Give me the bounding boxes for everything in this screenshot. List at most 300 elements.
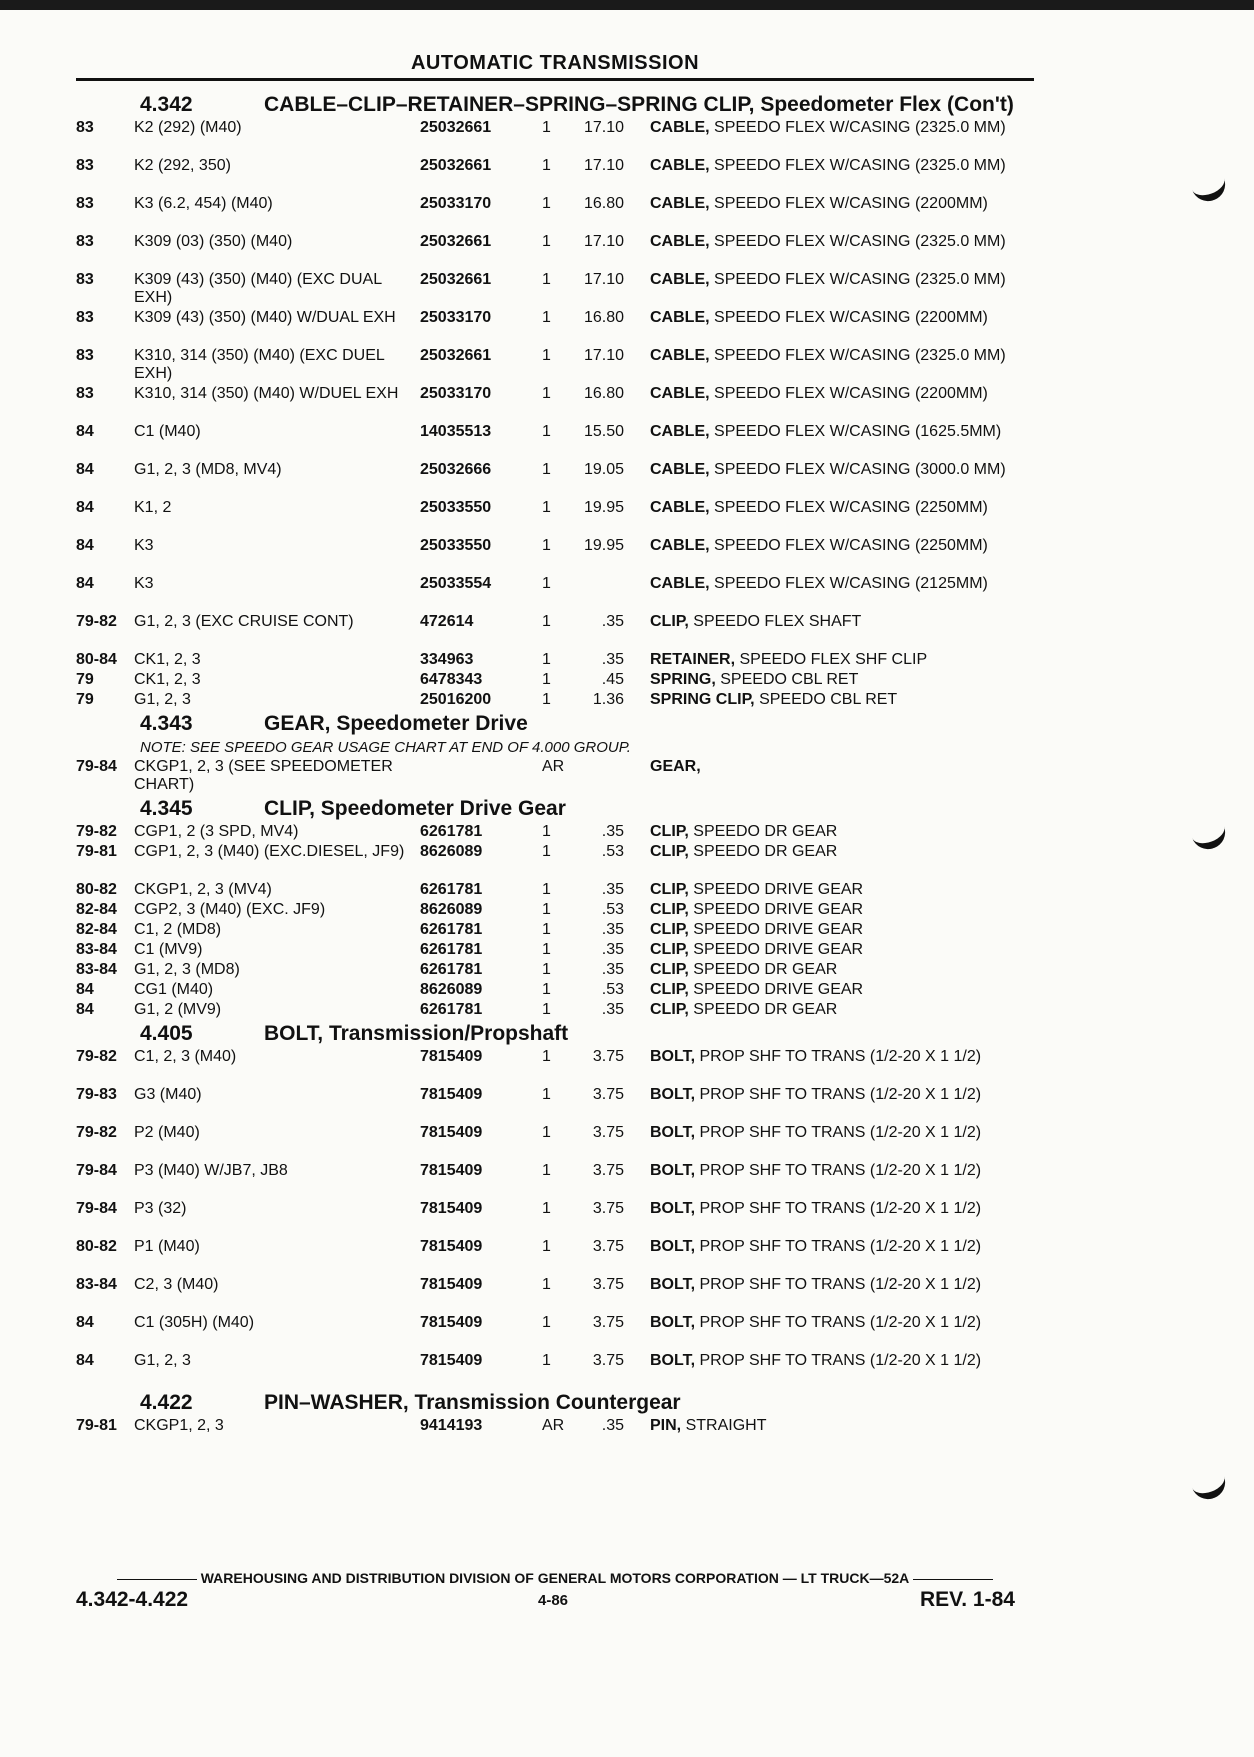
part-description xyxy=(650,1238,1034,1276)
part-description xyxy=(650,981,1034,1001)
model-application: K309 (43) (350) (M40) (EXC DUAL EXH) xyxy=(134,271,382,306)
description-text: SPEEDO DR GEAR xyxy=(693,843,838,860)
parts-section xyxy=(76,1392,1034,1437)
table-row xyxy=(76,1352,1034,1390)
section-number: 4.422 xyxy=(140,1391,193,1414)
model-year: 79-83 xyxy=(76,1086,117,1103)
part-description xyxy=(650,651,1034,671)
description-text: SPEEDO FLEX W/CASING (2250MM) xyxy=(714,499,988,516)
part-description xyxy=(650,941,1034,961)
part-description xyxy=(650,423,1034,461)
quantity: AR xyxy=(542,758,565,775)
description-noun: CABLE, xyxy=(650,423,710,440)
description-text: PROP SHF TO TRANS (1/2-20 X 1 1/2) xyxy=(699,1200,982,1217)
description-text: SPEEDO CBL RET xyxy=(720,671,859,688)
description-noun: CABLE, xyxy=(650,309,710,326)
table-row xyxy=(76,461,1034,499)
model-application: G1, 2, 3 (MD8) xyxy=(134,961,240,978)
part-number: 7815409 xyxy=(420,1124,483,1141)
description-noun: CABLE, xyxy=(650,347,710,364)
quantity: 1 xyxy=(542,119,551,136)
part-number: 14035513 xyxy=(420,423,492,440)
quantity: 1 xyxy=(542,1162,551,1179)
part-description xyxy=(650,233,1034,271)
table-row xyxy=(76,385,1034,423)
description-noun: BOLT, xyxy=(650,1352,696,1369)
quantity: 1 xyxy=(542,823,551,840)
footer-page-number: 4-86 xyxy=(538,1592,569,1609)
quantity: 1 xyxy=(542,1001,551,1018)
list-price: .35 xyxy=(601,881,624,898)
part-number: 7815409 xyxy=(420,1314,483,1331)
part-number: 6478343 xyxy=(420,671,483,688)
model-year: 84 xyxy=(76,981,94,998)
table-row xyxy=(76,921,1034,941)
part-number: 25033170 xyxy=(420,195,492,212)
description-noun: GEAR, xyxy=(650,758,701,775)
list-price: 3.75 xyxy=(592,1352,624,1369)
model-application: C2, 3 (M40) xyxy=(134,1276,219,1293)
part-number: 9414193 xyxy=(420,1417,483,1434)
part-description xyxy=(650,271,1034,309)
section-title: CLIP, Speedometer Drive Gear xyxy=(264,797,566,820)
list-price: .35 xyxy=(601,823,624,840)
binder-hole-mark xyxy=(1188,1465,1230,1504)
part-number: 6261781 xyxy=(420,961,483,978)
list-price: 17.10 xyxy=(583,157,624,174)
section-title: BOLT, Transmission/Propshaft xyxy=(264,1022,569,1045)
part-number: 8626089 xyxy=(420,901,483,918)
part-number: 25032666 xyxy=(420,461,492,478)
model-application: G1, 2, 3 (EXC CRUISE CONT) xyxy=(134,613,354,630)
list-price: .35 xyxy=(601,651,624,668)
section-heading xyxy=(140,1023,1034,1045)
model-application: CKGP1, 2, 3 (SEE SPEEDOMETER CHART) xyxy=(134,758,393,793)
model-application: P2 (M40) xyxy=(134,1124,200,1141)
section-number: 4.405 xyxy=(140,1022,193,1045)
quantity: 1 xyxy=(542,461,551,478)
model-application: K310, 314 (350) (M40) (EXC DUEL EXH) xyxy=(134,347,385,382)
list-price: .53 xyxy=(601,901,624,918)
description-noun: CABLE, xyxy=(650,461,710,478)
quantity: 1 xyxy=(542,941,551,958)
description-text: SPEEDO FLEX SHF CLIP xyxy=(739,651,928,668)
part-description xyxy=(650,881,1034,901)
part-number: 25033170 xyxy=(420,309,492,326)
model-application: CKGP1, 2, 3 xyxy=(134,1417,224,1434)
model-year: 83 xyxy=(76,347,94,364)
table-row xyxy=(76,941,1034,961)
quantity: 1 xyxy=(542,651,551,668)
table-row xyxy=(76,1124,1034,1162)
part-number: 7815409 xyxy=(420,1200,483,1217)
table-row xyxy=(76,1314,1034,1352)
model-year: 83 xyxy=(76,157,94,174)
part-number: 334963 xyxy=(420,651,474,668)
part-description xyxy=(650,1001,1034,1021)
model-application: K310, 314 (350) (M40) W/DUEL EXH xyxy=(134,385,399,402)
list-price: 19.95 xyxy=(583,499,624,516)
part-number: 7815409 xyxy=(420,1238,483,1255)
quantity: 1 xyxy=(542,1314,551,1331)
quantity: 1 xyxy=(542,271,551,288)
model-year: 83 xyxy=(76,309,94,326)
part-number: 25032661 xyxy=(420,233,492,250)
part-description xyxy=(650,613,1034,651)
description-noun: CABLE, xyxy=(650,119,710,136)
description-text: SPEEDO FLEX W/CASING (2325.0 MM) xyxy=(714,157,1006,174)
model-year: 83-84 xyxy=(76,941,117,958)
part-number: 25032661 xyxy=(420,347,492,364)
part-number: 7815409 xyxy=(420,1048,483,1065)
quantity: 1 xyxy=(542,423,551,440)
model-year: 79 xyxy=(76,671,94,688)
top-scan-bar xyxy=(0,0,1254,10)
part-number xyxy=(420,758,520,796)
quantity: 1 xyxy=(542,537,551,554)
model-year: 83 xyxy=(76,271,94,288)
description-noun: CLIP, xyxy=(650,881,689,898)
list-price: .35 xyxy=(601,1417,624,1434)
model-application: K2 (292) (M40) xyxy=(134,119,242,136)
section-number: 4.345 xyxy=(140,797,193,820)
part-description xyxy=(650,921,1034,941)
quantity: 1 xyxy=(542,881,551,898)
description-text: SPEEDO FLEX W/CASING (2325.0 MM) xyxy=(714,347,1006,364)
model-year: 79 xyxy=(76,691,94,708)
description-text: SPEEDO FLEX W/CASING (2200MM) xyxy=(714,195,988,212)
part-number: 25033170 xyxy=(420,385,492,402)
part-number: 472614 xyxy=(420,613,474,630)
list-price xyxy=(570,758,650,796)
model-application: CGP1, 2, 3 (M40) (EXC.DIESEL, JF9) xyxy=(134,843,405,860)
part-number: 7815409 xyxy=(420,1162,483,1179)
list-price: .53 xyxy=(601,843,624,860)
model-year: 82-84 xyxy=(76,901,117,918)
list-price: 3.75 xyxy=(592,1314,624,1331)
list-price: .35 xyxy=(601,921,624,938)
description-text: PROP SHF TO TRANS (1/2-20 X 1 1/2) xyxy=(699,1048,982,1065)
description-noun: CABLE, xyxy=(650,499,710,516)
description-noun: CLIP, xyxy=(650,961,689,978)
part-description xyxy=(650,1314,1034,1352)
description-text: PROP SHF TO TRANS (1/2-20 X 1 1/2) xyxy=(699,1238,982,1255)
title-rule xyxy=(76,78,1034,81)
model-year: 79-82 xyxy=(76,1048,117,1065)
quantity: 1 xyxy=(542,691,551,708)
description-text: PROP SHF TO TRANS (1/2-20 X 1 1/2) xyxy=(699,1086,982,1103)
table-row xyxy=(76,758,1034,796)
list-price: 3.75 xyxy=(592,1200,624,1217)
part-description xyxy=(650,823,1034,843)
section-number: 4.342 xyxy=(140,93,193,116)
part-description xyxy=(650,309,1034,347)
model-application: K3 (6.2, 454) (M40) xyxy=(134,195,273,212)
description-noun: CLIP, xyxy=(650,843,689,860)
part-description xyxy=(650,691,1034,711)
quantity: 1 xyxy=(542,1200,551,1217)
table-row xyxy=(76,233,1034,271)
part-number: 6261781 xyxy=(420,1001,483,1018)
parts-section xyxy=(76,94,1034,711)
part-description xyxy=(650,961,1034,981)
model-year: 79-81 xyxy=(76,843,117,860)
section-title: GEAR, Speedometer Drive xyxy=(264,712,528,735)
description-text: SPEEDO DRIVE GEAR xyxy=(693,941,864,958)
section-title: PIN–WASHER, Transmission Countergear xyxy=(264,1391,681,1414)
model-application: CKGP1, 2, 3 (MV4) xyxy=(134,881,272,898)
model-application: CGP1, 2 (3 SPD, MV4) xyxy=(134,823,299,840)
table-row xyxy=(76,901,1034,921)
description-noun: CLIP, xyxy=(650,981,689,998)
section-heading xyxy=(140,798,1034,820)
part-description xyxy=(650,1200,1034,1238)
part-number: 7815409 xyxy=(420,1352,483,1369)
footer-section-range: 4.342-4.422 xyxy=(76,1588,189,1611)
description-text: SPEEDO DRIVE GEAR xyxy=(693,921,864,938)
part-number: 7815409 xyxy=(420,1276,483,1293)
table-row xyxy=(76,537,1034,575)
model-application: K2 (292, 350) xyxy=(134,157,231,174)
list-price: 17.10 xyxy=(583,271,624,288)
table-row xyxy=(76,843,1034,881)
description-text: SPEEDO DRIVE GEAR xyxy=(693,901,864,918)
quantity: 1 xyxy=(542,671,551,688)
description-text: SPEEDO FLEX W/CASING (2325.0 MM) xyxy=(714,119,1006,136)
quantity: 1 xyxy=(542,961,551,978)
quantity: 1 xyxy=(542,843,551,860)
model-year: 84 xyxy=(76,499,94,516)
model-year: 79-84 xyxy=(76,758,117,775)
part-description xyxy=(650,575,1034,613)
model-application: CK1, 2, 3 xyxy=(134,671,201,688)
part-number: 25016200 xyxy=(420,691,492,708)
model-year: 79-84 xyxy=(76,1162,117,1179)
table-row xyxy=(76,309,1034,347)
list-price: .53 xyxy=(601,981,624,998)
description-text: SPEEDO DRIVE GEAR xyxy=(693,981,864,998)
quantity: AR xyxy=(542,1417,565,1434)
model-year: 79-82 xyxy=(76,823,117,840)
description-noun: CABLE, xyxy=(650,157,710,174)
model-application: K309 (43) (350) (M40) W/DUAL EXH xyxy=(134,309,396,326)
part-number: 6261781 xyxy=(420,881,483,898)
table-row xyxy=(76,575,1034,613)
list-price: 3.75 xyxy=(592,1276,624,1293)
list-price: 16.80 xyxy=(583,309,624,326)
part-description xyxy=(650,1086,1034,1124)
quantity: 1 xyxy=(542,1086,551,1103)
list-price: 3.75 xyxy=(592,1162,624,1179)
part-number: 6261781 xyxy=(420,823,483,840)
description-text: SPEEDO FLEX W/CASING (1625.5MM) xyxy=(714,423,1002,440)
model-application: K1, 2 xyxy=(134,499,172,516)
list-price: .35 xyxy=(601,613,624,630)
model-application: P1 (M40) xyxy=(134,1238,200,1255)
part-description xyxy=(650,537,1034,575)
quantity: 1 xyxy=(542,901,551,918)
description-noun: BOLT, xyxy=(650,1086,696,1103)
model-year: 82-84 xyxy=(76,921,117,938)
section-title: CABLE–CLIP–RETAINER–SPRING–SPRING CLIP, Speedometer Flex (Con't) xyxy=(264,93,1014,116)
description-noun: RETAINER, xyxy=(650,651,736,668)
description-text: SPEEDO FLEX W/CASING (3000.0 MM) xyxy=(714,461,1006,478)
description-noun: CABLE, xyxy=(650,385,710,402)
quantity: 1 xyxy=(542,195,551,212)
model-application: CK1, 2, 3 xyxy=(134,651,201,668)
table-row xyxy=(76,195,1034,233)
part-description xyxy=(650,1276,1034,1314)
description-text: SPEEDO FLEX W/CASING (2250MM) xyxy=(714,537,988,554)
description-noun: BOLT, xyxy=(650,1314,696,1331)
table-row xyxy=(76,1162,1034,1200)
part-number: 25032661 xyxy=(420,271,492,288)
list-price: 16.80 xyxy=(583,195,624,212)
part-number: 8626089 xyxy=(420,981,483,998)
part-description xyxy=(650,1417,1034,1437)
list-price: 19.05 xyxy=(583,461,624,478)
description-noun: SPRING, xyxy=(650,671,716,688)
model-year: 83-84 xyxy=(76,961,117,978)
quantity: 1 xyxy=(542,385,551,402)
quantity: 1 xyxy=(542,613,551,630)
description-text: STRAIGHT xyxy=(685,1417,767,1434)
part-description xyxy=(650,385,1034,423)
part-description xyxy=(650,1352,1034,1390)
model-year: 80-84 xyxy=(76,651,117,668)
model-year: 84 xyxy=(76,575,94,592)
description-noun: BOLT, xyxy=(650,1162,696,1179)
list-price: .45 xyxy=(601,671,624,688)
list-price: 3.75 xyxy=(592,1086,624,1103)
description-noun: BOLT, xyxy=(650,1276,696,1293)
section-number: 4.343 xyxy=(140,712,193,735)
model-year: 84 xyxy=(76,461,94,478)
list-price: 17.10 xyxy=(583,119,624,136)
list-price: 1.36 xyxy=(592,691,624,708)
part-number: 6261781 xyxy=(420,921,483,938)
description-text: SPEEDO DR GEAR xyxy=(693,961,838,978)
part-description xyxy=(650,119,1034,157)
description-noun: CABLE, xyxy=(650,575,710,592)
quantity: 1 xyxy=(542,309,551,326)
model-application: K3 xyxy=(134,537,154,554)
list-price: .35 xyxy=(601,941,624,958)
part-description xyxy=(650,843,1034,881)
list-price: 19.95 xyxy=(583,537,624,554)
model-application: G1, 2 (MV9) xyxy=(134,1001,222,1018)
list-price: 3.75 xyxy=(592,1124,624,1141)
model-application: G3 (M40) xyxy=(134,1086,202,1103)
table-row xyxy=(76,423,1034,461)
model-year: 80-82 xyxy=(76,881,117,898)
description-text: SPEEDO FLEX W/CASING (2200MM) xyxy=(714,309,988,326)
table-row xyxy=(76,1200,1034,1238)
footer-text: WAREHOUSING AND DISTRIBUTION DIVISION OF GENERAL MOTORS CORPORATION — LT TRUCK—52A xyxy=(76,1570,1034,1586)
description-noun: CABLE, xyxy=(650,233,710,250)
table-row xyxy=(76,881,1034,901)
part-number: 8626089 xyxy=(420,843,483,860)
model-application: C1, 2 (MD8) xyxy=(134,921,222,938)
part-number: 7815409 xyxy=(420,1086,483,1103)
description-noun: BOLT, xyxy=(650,1238,696,1255)
model-year: 83 xyxy=(76,119,94,136)
list-price: 3.75 xyxy=(592,1048,624,1065)
model-application: G1, 2, 3 xyxy=(134,691,191,708)
description-text: SPEEDO DR GEAR xyxy=(693,1001,838,1018)
description-noun: CLIP, xyxy=(650,1001,689,1018)
table-row xyxy=(76,1001,1034,1021)
quantity: 1 xyxy=(542,1238,551,1255)
model-year: 83-84 xyxy=(76,1276,117,1293)
description-noun: BOLT, xyxy=(650,1124,696,1141)
table-row xyxy=(76,157,1034,195)
part-description xyxy=(650,499,1034,537)
model-year: 79-82 xyxy=(76,1124,117,1141)
description-noun: CLIP, xyxy=(650,823,689,840)
model-year: 79-81 xyxy=(76,1417,117,1434)
description-text: SPEEDO FLEX W/CASING (2325.0 MM) xyxy=(714,271,1006,288)
model-application: P3 (M40) W/JB7, JB8 xyxy=(134,1162,288,1179)
description-text: SPEEDO FLEX W/CASING (2200MM) xyxy=(714,385,988,402)
quantity: 1 xyxy=(542,1048,551,1065)
part-description xyxy=(650,157,1034,195)
section-note: NOTE: SEE SPEEDO GEAR USAGE CHART AT END OF 4.000 GROUP. xyxy=(140,739,631,756)
model-application: C1 (M40) xyxy=(134,423,201,440)
parts-section xyxy=(76,713,1034,796)
model-year: 84 xyxy=(76,1352,94,1369)
model-application: K309 (03) (350) (M40) xyxy=(134,233,293,250)
table-row xyxy=(76,961,1034,981)
list-price xyxy=(570,575,650,613)
part-description xyxy=(650,758,1034,796)
table-row xyxy=(76,1417,1034,1437)
quantity: 1 xyxy=(542,1124,551,1141)
model-application: C1, 2, 3 (M40) xyxy=(134,1048,237,1065)
description-text: SPEEDO FLEX W/CASING (2325.0 MM) xyxy=(714,233,1006,250)
section-heading xyxy=(140,1392,1034,1414)
quantity: 1 xyxy=(542,1276,551,1293)
model-application: C1 (MV9) xyxy=(134,941,203,958)
part-description xyxy=(650,901,1034,921)
description-noun: CABLE, xyxy=(650,195,710,212)
model-application: CGP2, 3 (M40) (EXC. JF9) xyxy=(134,901,326,918)
model-application: K3 xyxy=(134,575,154,592)
table-row xyxy=(76,613,1034,651)
description-noun: BOLT, xyxy=(650,1200,696,1217)
model-year: 84 xyxy=(76,537,94,554)
model-year: 79-84 xyxy=(76,1200,117,1217)
quantity: 1 xyxy=(542,233,551,250)
parts-section xyxy=(76,798,1034,1021)
description-text: SPEEDO CBL RET xyxy=(759,691,898,708)
part-description xyxy=(650,195,1034,233)
table-row xyxy=(76,499,1034,537)
quantity: 1 xyxy=(542,499,551,516)
model-year: 83 xyxy=(76,233,94,250)
part-number: 25033550 xyxy=(420,499,492,516)
parts-section xyxy=(76,1023,1034,1390)
description-text: SPEEDO DR GEAR xyxy=(693,823,838,840)
section-heading xyxy=(140,713,1034,735)
table-row xyxy=(76,1086,1034,1124)
list-price: 3.75 xyxy=(592,1238,624,1255)
description-text: SPEEDO FLEX W/CASING (2125MM) xyxy=(714,575,988,592)
table-row xyxy=(76,671,1034,691)
model-year: 80-82 xyxy=(76,1238,117,1255)
quantity: 1 xyxy=(542,981,551,998)
part-number: 25032661 xyxy=(420,119,492,136)
